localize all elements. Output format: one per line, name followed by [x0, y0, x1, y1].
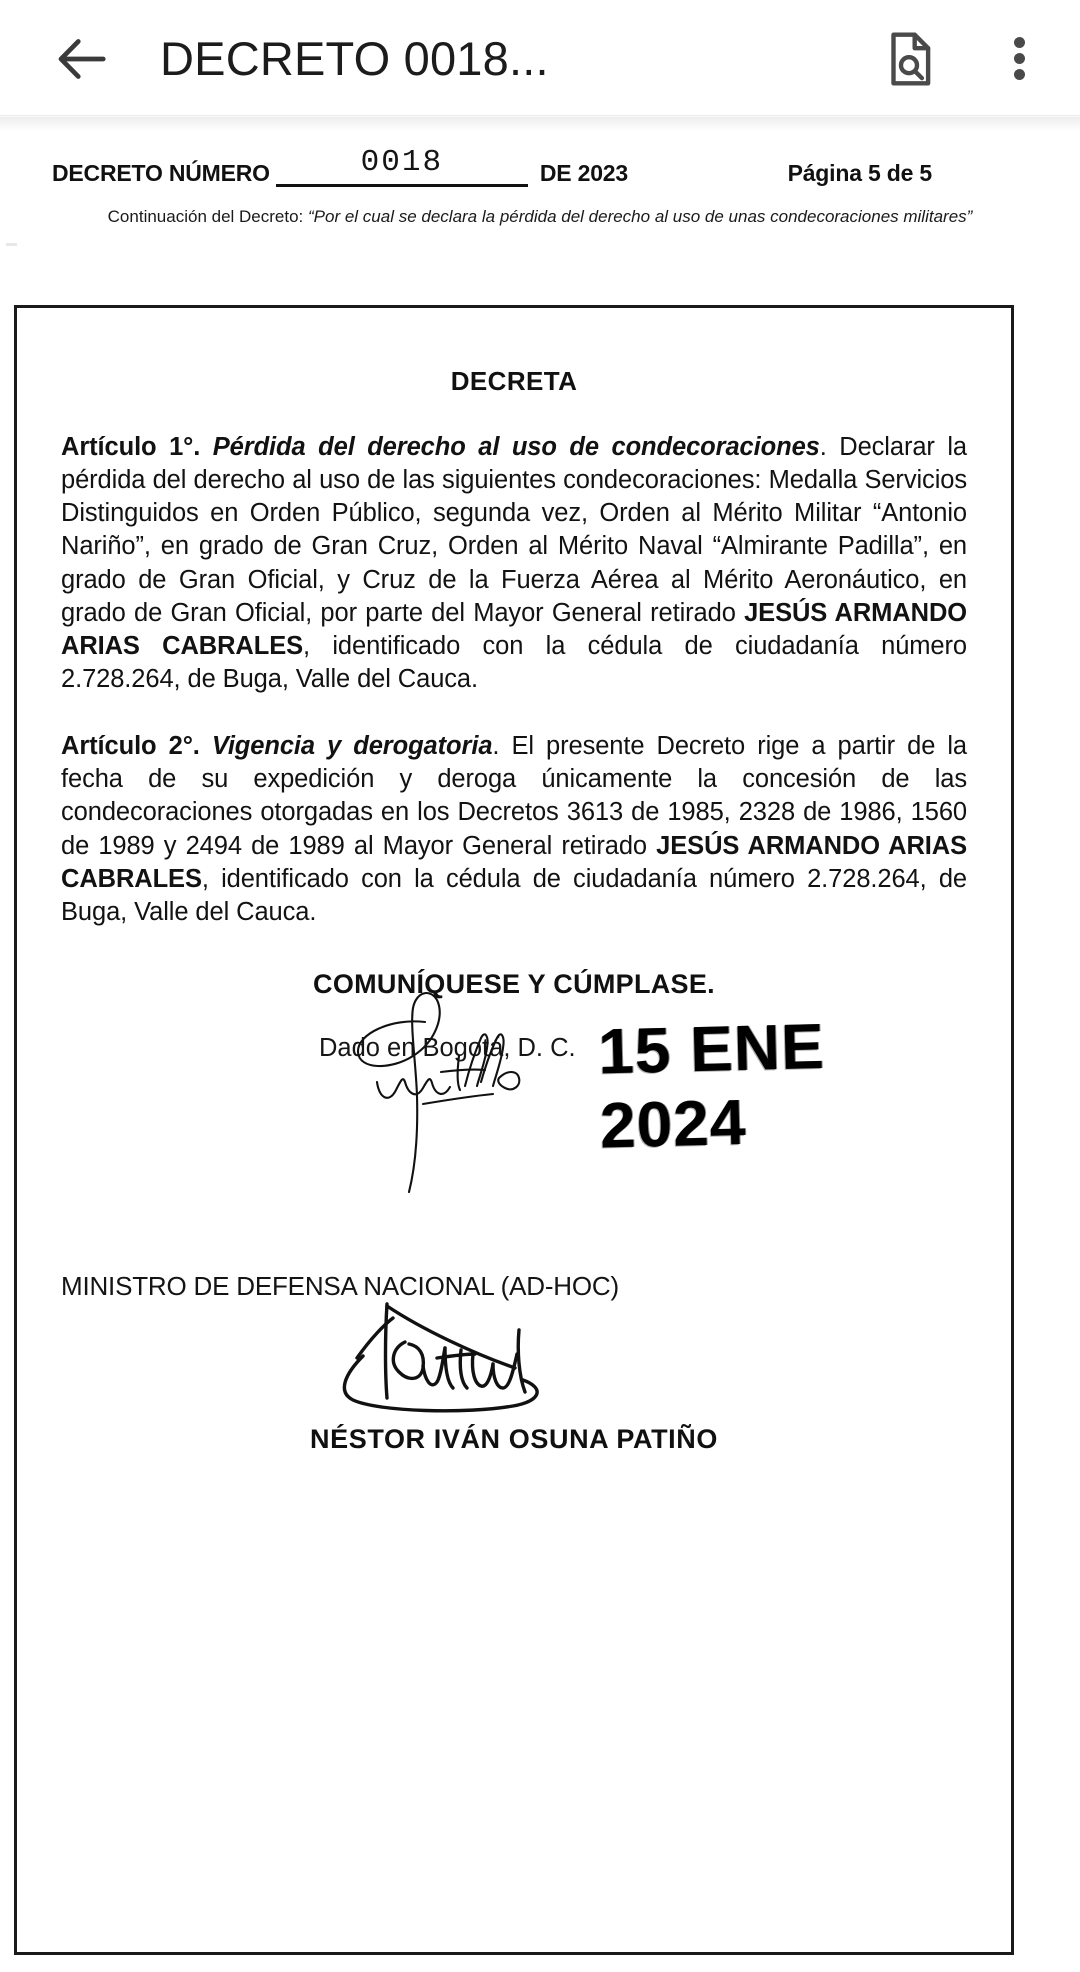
- menu-dot: [1014, 69, 1025, 80]
- articulo-2-cuerpo-1: . El presente Decreto rige a partir de la fecha de su expedición y deroga únicamente la concesión de las condecoraciones otorgadas en los Decretos 3613 de 1985, 2328 de 1986, 1560 de 1989 y 2494 de 1989 al Mayor General retirado: [61, 732, 968, 860]
- articulo-2-cuerpo-2: , identificado con la cédula de ciudadanía número 2.728.264, de Buga, Valle del Cauca.: [61, 864, 967, 926]
- articulo-1-nombre: JESÚS ARMANDO ARIAS CABRALES: [61, 598, 967, 660]
- articulo-1-numero: Artículo 1°.: [61, 433, 213, 461]
- document-search-icon[interactable]: [872, 22, 946, 96]
- comuniquese-y-cumplase: COMUNÍQUESE Y CÚMPLASE.: [313, 968, 715, 999]
- subtitle-prefix: Continuación del Decreto:: [107, 207, 308, 226]
- articulo-1-cuerpo-2: , identificado con la cédula de ciudadanía número 2.728.264, de Buga, Valle del Cauca.: [61, 631, 967, 693]
- page-title: DECRETO 0018...: [160, 32, 549, 85]
- document-header-line: [0, 145, 1080, 187]
- decreto-numero-label: DECRETO NÚMERO: [52, 160, 270, 186]
- more-vertical-icon[interactable]: [992, 20, 1046, 98]
- articulo-2-titulo: Vigencia y derogatoria: [211, 732, 493, 761]
- decreto-year-label: DE 2023: [539, 160, 628, 186]
- ministro-cargo-label: MINISTRO DE DEFENSA NACIONAL (AD-HOC): [61, 1271, 619, 1301]
- articulo-2: [61, 730, 967, 929]
- fecha-sello-stamp: 15 ENE 2024: [597, 1009, 826, 1162]
- handwritten-signature: [327, 1296, 577, 1426]
- articulo-1: [61, 431, 967, 696]
- menu-dot: [1014, 37, 1025, 48]
- decreta-heading: DECRETA: [450, 366, 578, 396]
- menu-dot: [1014, 53, 1025, 64]
- document-subtitle: [0, 205, 1080, 230]
- articulo-2-numero: Artículo 2°.: [61, 732, 212, 761]
- page-indicator: Página 5 de 5: [787, 160, 932, 186]
- scan-artifact: [6, 243, 17, 246]
- dado-en-label: Dado en Bogotá, D. C.: [319, 1033, 576, 1062]
- subtitle-quoted-title: “Por el cual se declara la pérdida del derecho al uso de unas condecoraciones militares”: [308, 207, 973, 226]
- articulo-2-nombre: JESÚS ARMANDO ARIAS CABRALES: [61, 831, 967, 893]
- articulo-1-titulo: Pérdida del derecho al uso de condecoraciones: [212, 433, 820, 461]
- ministro-nombre: NÉSTOR IVÁN OSUNA PATIÑO: [310, 1424, 718, 1454]
- page-border-frame: [14, 305, 1014, 1955]
- document-viewer[interactable]: [0, 117, 1080, 1972]
- decreto-numero-value: 0018: [360, 145, 444, 180]
- decreto-numero-blank: [276, 145, 528, 187]
- back-arrow-icon[interactable]: [46, 23, 118, 95]
- articulo-1-cuerpo-1: . Declarar la pérdida del derecho al uso de las siguientes condecoraciones: Medalla Servicios Distinguidos en Orden Público, segunda vez, Orden al Mérito Militar “Antonio Nariño”, en grado de Gran Cruz, Orden al Mérito Naval “Almirante Padilla”, en grado de Gran Oficial, y Cruz de la Fuerza Aérea al Mérito Aeronáutico, en grado de Gran Oficial, por parte del Mayor General retirado: [61, 433, 967, 627]
- document-page: [0, 117, 1080, 1972]
- app-top-bar: [0, 0, 1080, 117]
- handwritten-signature: [317, 986, 577, 1201]
